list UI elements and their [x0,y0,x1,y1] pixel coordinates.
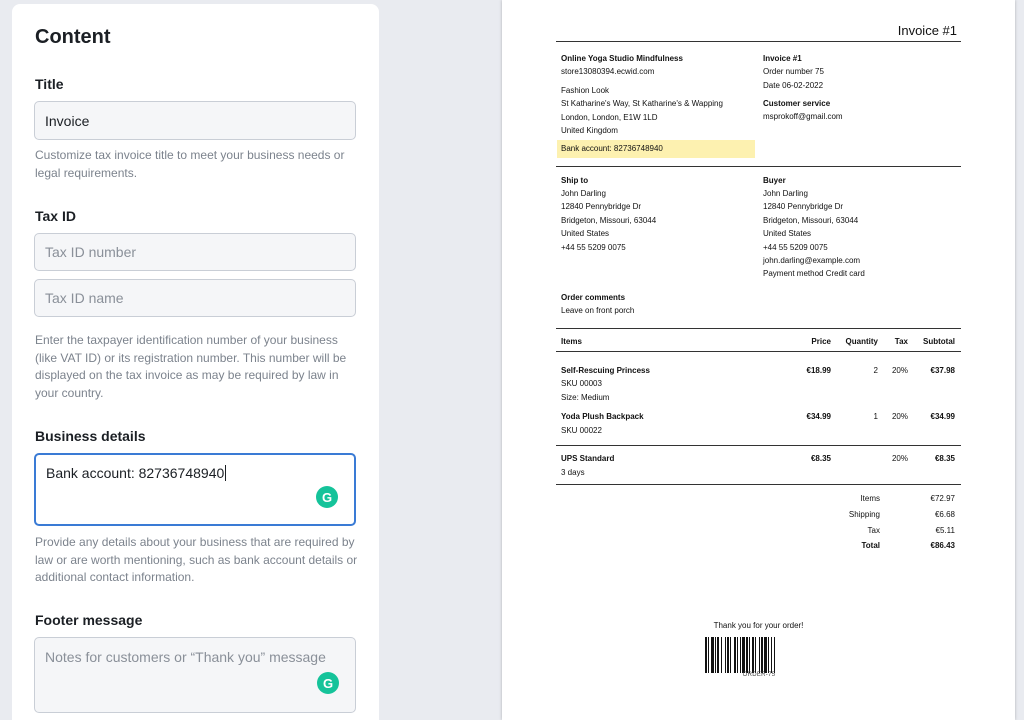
item-sku: SKU 00022 [561,426,602,435]
barcode-label: ORDER-75 [742,672,776,678]
divider [556,484,961,485]
item-sku: SKU 00003 [561,379,602,388]
item-tax: 20% [891,412,908,421]
item-tax: 20% [891,366,908,375]
store-company: Fashion Look [561,86,610,95]
invoice-date: Date 06-02-2022 [763,81,824,90]
divider [556,445,961,446]
item-option: Size: Medium [561,393,610,402]
grammarly-icon[interactable]: G [316,486,338,508]
totals-tax-value: €5.11 [935,526,955,535]
totals-tax-label: Tax [867,526,880,535]
title-input-value: Invoice [45,112,90,129]
shipping-name: UPS Standard [561,454,615,463]
store-city: London, London, E1W 1LD [561,113,658,122]
order-comments-text: Leave on front porch [561,306,635,315]
title-hint: Customize tax invoice title to meet your business needs or legal requirements. [35,148,345,180]
divider [556,166,961,167]
customer-service-label: Customer service [763,99,831,108]
shipping-eta: 3 days [561,468,585,477]
grammarly-icon[interactable]: G [317,672,339,694]
totals-items-value: €72.97 [930,494,955,503]
buyer-label: Buyer [763,176,786,185]
item-quantity: 2 [873,366,878,375]
thank-you-message: Thank you for your order! [713,621,804,630]
store-street: St Katharine's Way, St Katharine's & Wapping [561,99,723,108]
bank-account-highlight: Bank account: 82736748940 [557,140,755,158]
divider [556,351,961,352]
shipping-price: €8.35 [810,454,831,463]
totals-total-value: €86.43 [930,541,955,550]
order-comments-label: Order comments [561,293,626,302]
invoice-title: Invoice #1 [897,23,957,38]
divider [556,41,961,42]
item-quantity: 1 [873,412,878,421]
totals-items-label: Items [860,494,880,503]
tax-id-hint: Enter the taxpayer identification number of your business (like VAT ID) or its registration number. This number will be displayed on the tax invoice as may be required by law in your country. [35,333,347,400]
tax-id-number-input[interactable] [34,233,356,271]
ship-to-label: Ship to [561,176,589,185]
ship-to-city: Bridgeton, Missouri, 63044 [561,216,657,225]
store-name: Online Yoga Studio Mindfulness [561,54,683,63]
column-items: Items [561,337,582,346]
barcode-image [705,637,813,673]
invoice-number: Invoice #1 [763,54,802,63]
ship-to-country: United States [561,229,610,238]
buyer-city: Bridgeton, Missouri, 63044 [763,216,859,225]
item-price: €18.99 [806,366,831,375]
buyer-email: john.darling@example.com [763,256,861,265]
store-site: store13080394.ecwid.com [561,67,655,76]
buyer-phone: +44 55 5209 0075 [763,243,828,252]
item-subtotal: €37.98 [930,366,955,375]
column-subtotal: Subtotal [923,337,955,346]
settings-panel [12,4,379,720]
totals-total-label: Total [861,541,880,550]
item-subtotal: €34.99 [930,412,955,421]
ship-to-phone: +44 55 5209 0075 [561,243,626,252]
ship-to-name: John Darling [561,189,606,198]
column-quantity: Quantity [845,337,878,346]
payment-method: Payment method Credit card [763,269,865,278]
buyer-name: John Darling [763,189,808,198]
item-price: €34.99 [806,412,831,421]
buyer-country: United States [763,229,812,238]
business-details-label: Business details [35,428,146,444]
panel-heading: Content [35,26,111,48]
business-details-textarea[interactable] [34,453,356,526]
store-country: United Kingdom [561,126,618,135]
title-label: Title [35,76,64,92]
ship-to-street: 12840 Pennybridge Dr [561,202,642,211]
tax-id-name-placeholder: Tax ID name [45,290,124,306]
business-details-value: Bank account: 82736748940 [46,465,225,481]
footer-message-textarea[interactable] [34,637,356,713]
customer-service-email: msprokoff@gmail.com [763,112,843,121]
text-caret [225,465,226,481]
totals-shipping-label: Shipping [848,510,880,519]
item-name: Yoda Plush Backpack [561,412,644,421]
item-name: Self-Rescuing Princess [561,366,650,375]
totals-shipping-value: €6.68 [934,510,955,519]
order-number: Order number 75 [763,67,824,76]
footer-message-placeholder: Notes for customers or “Thank you” message [45,649,326,665]
column-price: Price [811,337,831,346]
shipping-subtotal: €8.35 [934,454,955,463]
invoice-preview [502,0,1015,720]
tax-id-label: Tax ID [35,208,76,224]
column-tax: Tax [894,337,908,346]
footer-message-label: Footer message [35,612,143,628]
tax-id-number-placeholder: Tax ID number [45,244,137,260]
divider [556,328,961,329]
business-details-hint: Provide any details about your business that are required by law or are worth mentioning, such as bank account details or additional contact information. [35,535,358,584]
title-input[interactable] [34,101,356,140]
buyer-street: 12840 Pennybridge Dr [763,202,844,211]
shipping-tax: 20% [891,454,908,463]
tax-id-name-input[interactable] [34,279,356,317]
